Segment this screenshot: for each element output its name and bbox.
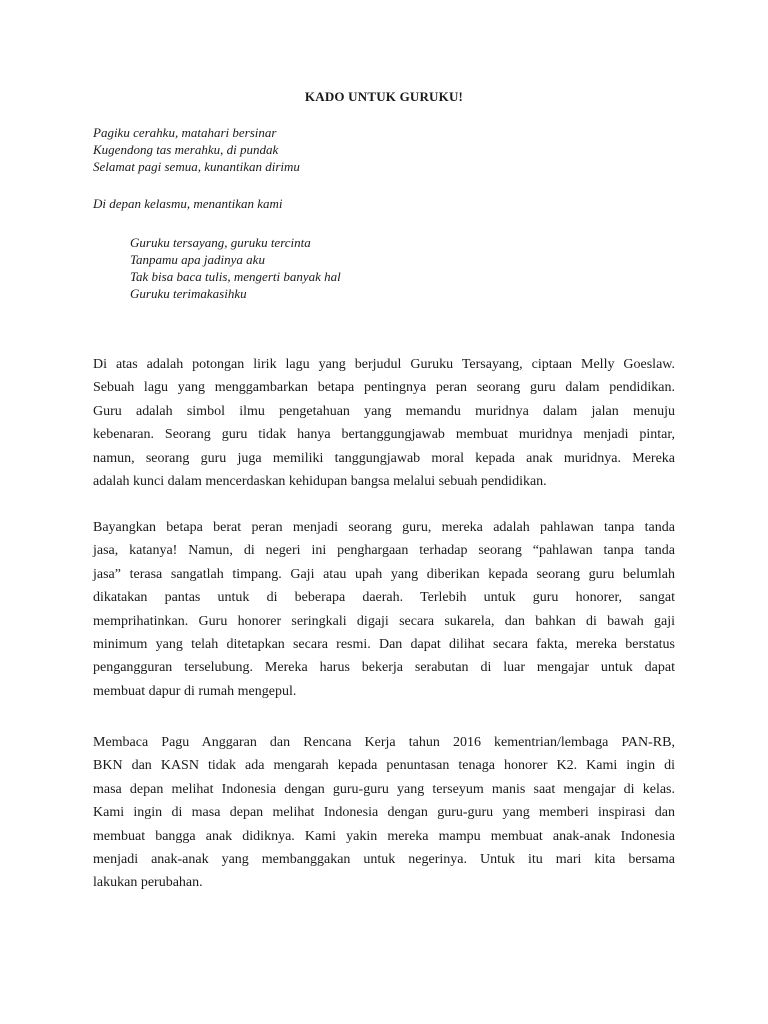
lyric-stanza-1 (93, 124, 300, 175)
paragraph-line: dikatakan pantas untuk di beberapa daerah. Terlebih untuk guru honorer, sangat (93, 590, 675, 606)
paragraph-line: adalah kunci dalam mencerdaskan kehidupan bangsa melalui sebuah pendidikan. (93, 474, 547, 490)
paragraph-line: Bayangkan betapa berat peran menjadi seorang guru, mereka adalah pahlawan tanpa tanda (93, 520, 675, 535)
paragraph-line: membuat dapur di rumah mengepul. (93, 683, 297, 699)
paragraph-line: Kami ingin di masa depan melihat Indonesia dengan guru-guru yang memberi inspirasi dan (93, 805, 675, 821)
document-title: KADO UNTUK GURUKU! (304, 89, 464, 104)
lyric-line: Kugendong tas merahku, di pundak (93, 142, 279, 157)
lyric-line: Tanpamu apa jadinya aku (130, 252, 265, 267)
lyric-line: Pagiku cerahku, matahari bersinar (93, 125, 277, 140)
paragraph-line: BKN dan KASN tidak ada mengarah kepada penuntasan tenaga honorer K2. Kami ingin di (93, 758, 675, 774)
paragraph-line: Guru adalah simbol ilmu pengetahuan yang memandu muridnya dalam jalan menuju (93, 403, 675, 419)
lyric-line: Selamat pagi semua, kunantikan dirimu (93, 159, 300, 174)
lyric-stanza-2 (93, 195, 283, 212)
lyric-line: Guruku terimakasihku (130, 286, 247, 301)
paragraph-line: jasa” terasa sangatlah timpang. Gaji atau upah yang diberikan kepada seorang guru belumlah (93, 566, 675, 582)
paragraph-line: masa depan melihat Indonesia dengan guru-guru yang terseyum manis saat mengajar di kelas. (93, 781, 675, 797)
lyric-line: Guruku tersayang, guruku tercinta (130, 235, 311, 250)
paragraph-line: memprihatinkan. Guru honorer seringkali digaji secara sukarela, dan bahkan di bawah gaji (93, 613, 675, 629)
body-paragraph-1 (93, 353, 675, 493)
paragraph-line: namun, seorang guru juga memiliki tanggungjawab moral kepada anak muridnya. Mereka (93, 450, 675, 466)
paragraph-line: pengangguran terselubung. Mereka harus bekerja serabutan di luar mengajar untuk dapat (93, 660, 675, 676)
body-paragraph-2 (93, 516, 675, 703)
paragraph-line: Di atas adalah potongan lirik lagu yang berjudul Guruku Tersayang, ciptaan Melly Goeslaw. (93, 357, 675, 372)
paragraph-line: Membaca Pagu Anggaran dan Rencana Kerja tahun 2016 kementrian/lembaga PAN-RB, (93, 735, 675, 750)
paragraph-line: menjadi anak-anak yang membanggakan untuk negerinya. Untuk itu mari kita bersama (93, 852, 675, 868)
body-paragraph-3 (93, 731, 675, 895)
paragraph-line: membuat bangga anak didiknya. Kami yakin mereka mampu membuat anak-anak Indonesia (93, 828, 675, 844)
paragraph-line: minimum yang telah ditetapkan secara resmi. Dan dapat dilihat secara fakta, mereka berstatus (93, 637, 675, 653)
paragraph-line: Sebuah lagu yang menggambarkan betapa pentingnya peran seorang guru dalam pendidikan. (93, 380, 675, 396)
lyric-line: Di depan kelasmu, menantikan kami (93, 196, 283, 211)
lyric-stanza-3-indented (130, 234, 341, 302)
paragraph-line: jasa, katanya! Namun, di negeri ini penghargaan terhadap seorang “pahlawan tanpa tanda (93, 543, 675, 559)
paragraph-line: lakukan perubahan. (93, 875, 203, 891)
paragraph-line: kebenaran. Seorang guru tidak hanya bertanggungjawab membuat muridnya menjadi pintar, (93, 427, 675, 443)
lyric-line: Tak bisa baca tulis, mengerti banyak hal (130, 269, 341, 284)
